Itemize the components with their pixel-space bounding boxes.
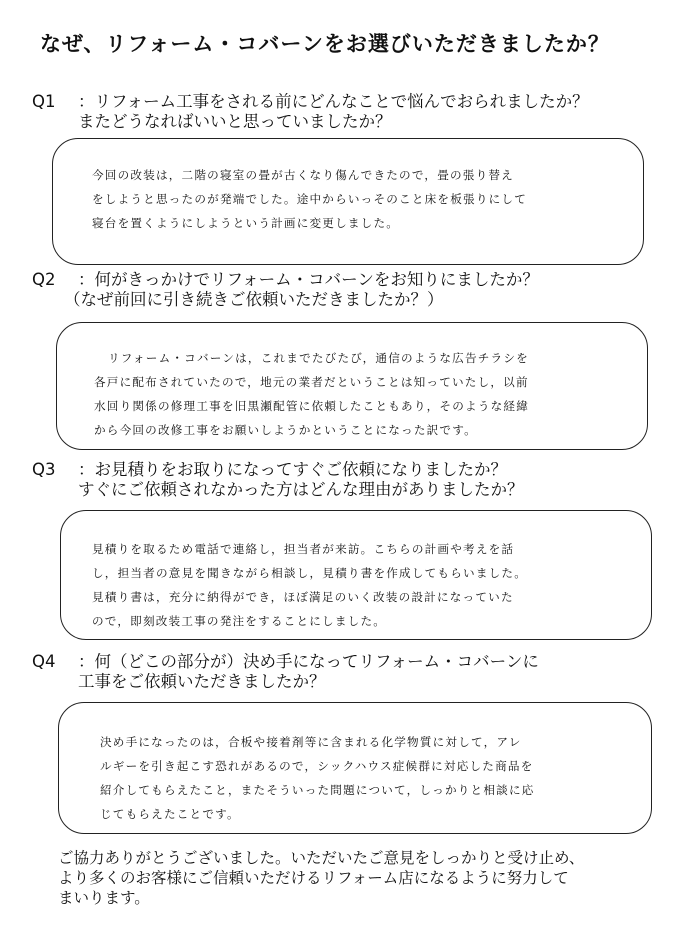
- question-number: Q3: [32, 460, 56, 479]
- answer-line: 今回の改装は，二階の寝室の畳が古くなり傷んできたので，畳の張り替え: [92, 168, 514, 182]
- answer-4: [100, 730, 535, 826]
- answer-line: リフォーム・コバーンは，これまでたびたび，通信のような広告チラシを: [108, 351, 529, 365]
- question-1: [32, 92, 589, 132]
- answer-line: から今回の改修工事をお願いしようかということになった訳です。: [94, 423, 477, 437]
- answer-line: じてもらえたことです。: [100, 807, 240, 821]
- question-text-line2: すぐにご依頼されなかった方はどんな理由がありましたか？: [78, 480, 524, 499]
- question-text-line2: （なぜ前回に引き続きご依頼いただきましたか？）: [64, 290, 444, 309]
- answer-line: し，担当者の意見を聞きながら相談し，見積り書を作成してもらいました。: [92, 566, 527, 580]
- closing-line: より多くのお客様にご信頼いただけるリフォーム店になるように努力して: [58, 869, 569, 887]
- question-text: ：お見積りをお取りになってすぐご依頼になりましたか？: [78, 460, 507, 479]
- closing-message: [58, 848, 584, 908]
- closing-line: まいります。: [58, 889, 150, 907]
- answer-line: 見積りを取るため電話で連絡し，担当者が来訪。こちらの計画や考えを話: [92, 542, 515, 556]
- answer-line: ので，即刻改装工事の発注をすることにしました。: [92, 614, 387, 628]
- question-number: Q1: [32, 92, 56, 111]
- closing-line: ご協力ありがとうございました。いただいたご意見をしっかりと受け止め、: [58, 849, 585, 867]
- question-4: [32, 652, 539, 692]
- question-text-line2: 工事をご依頼いただきましたか？: [78, 672, 326, 691]
- page-title: なぜ、リフォーム・コバーンをお選びいただきましたか？: [40, 32, 610, 56]
- question-number: Q2: [32, 270, 56, 289]
- question-2: [32, 270, 539, 310]
- answer-2: [94, 346, 529, 442]
- answer-1: [92, 163, 527, 235]
- answer-line: 寝台を置くようにしようという計画に変更しました。: [92, 216, 400, 230]
- question-text-line2: またどうなればいいと思っていましたか？: [78, 112, 392, 131]
- question-3: [32, 460, 524, 500]
- answer-3: [92, 537, 527, 633]
- answer-line: をしようと思ったのが発端でした。途中からいっそのこと床を板張りにして: [92, 192, 527, 206]
- question-text: ：何（どこの部分が）決め手になってリフォーム・コバーンに: [78, 652, 539, 671]
- question-text: ：何がきっかけでリフォーム・コバーンをお知りにましたか？: [78, 270, 539, 289]
- answer-line: 各戸に配布されていたので，地元の業者だということは知っていたし，以前: [94, 375, 529, 389]
- question-text: ：リフォーム工事をされる前にどんなことで悩んでおられましたか？: [78, 92, 589, 111]
- answer-line: 見積り書は，充分に納得ができ，ほぼ満足のいく改装の設計になっていた: [92, 590, 514, 604]
- answer-line: ルギーを引き起こす恐れがあるので，シックハウス症候群に対応した商品を: [100, 759, 534, 773]
- question-number: Q4: [32, 652, 56, 671]
- answer-line: 水回り関係の修理工事を旧黒瀬配管に依頼したこともあり，そのような経緯: [94, 399, 529, 413]
- answer-line: 紹介してもらえたこと，またそういった問題について，しっかりと相談に応: [100, 783, 535, 797]
- answer-line: 決め手になったのは，合板や接着剤等に含まれる化学物質に対して，アレ: [100, 735, 522, 749]
